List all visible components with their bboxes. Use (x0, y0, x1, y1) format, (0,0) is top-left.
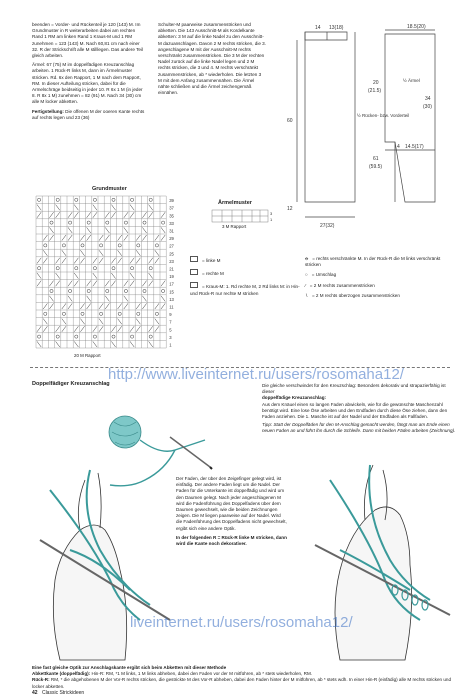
chart-mark-zusammen (37, 281, 41, 287)
chart-mark-zusammen (161, 281, 165, 287)
chart-mark-umschlag (137, 244, 140, 247)
chart-mark-zusammen (49, 235, 53, 241)
paragraph-aermel: Ärmel: 67 (75) M im doppelfädigen Kreuzanschlag arbeiten. 1 Rück-R links M, dann im Ärmelmuster stricken. Rd. 6x den Rapport, 1 M nach dem Rapport, RM. In dieser Aufteilung stricken, dabei für die Armelschräge beidseitig in jeder 10. R 6x 1 M (in jeder 8. R 8x 1 M) zunehmen = 82 (91) M. Nach 34 (30) cm alle M locker abketten. (32, 62, 143, 105)
legend-item-verschraenkt (305, 256, 455, 268)
chart-mark-umschlag (106, 289, 109, 292)
dim-12: 12 (287, 206, 293, 212)
chart-mark-umschlag (100, 244, 103, 247)
chart-mark-umschlag (112, 267, 115, 270)
chart-mark-umschlag (100, 312, 103, 315)
chart-mark-ueberzogen (161, 296, 165, 302)
dim-width: 27(32) (320, 223, 335, 229)
chart-mark-ueberzogen (37, 341, 41, 347)
chart-mark-zusammen (130, 281, 134, 287)
chart-mark-zusammen (93, 281, 97, 287)
chart-mark-umschlag (93, 335, 96, 338)
chart-mark-ueberzogen (130, 341, 134, 347)
footer-line-1-label: Abkettkante (doppelfädig): (32, 671, 91, 677)
legend-text-verschraenkt: = rechts verschränkte M. In der Rück-R die M links verschränkt stricken (305, 256, 441, 268)
chart-mark-zusammen (87, 303, 91, 309)
chart-mark-zusammen (49, 212, 53, 218)
chart-mark-ueberzogen (62, 250, 66, 256)
grundmuster-row-number: 13 (169, 296, 174, 302)
grundmuster-row-number: 17 (169, 281, 174, 287)
grundmuster-row-number: 21 (169, 266, 174, 272)
chart-mark-umschlag (93, 198, 96, 201)
grundmuster-chart (32, 194, 182, 359)
dim-top-left: 14 (315, 25, 321, 31)
dim-4: 4 (397, 144, 400, 150)
grundmuster-row-number: 23 (169, 258, 174, 264)
chart-mark-umschlag (124, 221, 127, 224)
kreuzanschlag-intro: Die gleiche verschwindet für den Kreuzschlag: Besonders dekorativ und strapazierfähig ist dieser (262, 383, 446, 395)
chart-mark-zusammen (80, 326, 84, 332)
chart-mark-umschlag (87, 221, 90, 224)
chart-mark-zusammen (37, 326, 41, 332)
dim-145: 14.5(17) (405, 144, 424, 150)
chart-mark-zusammen (136, 258, 140, 264)
chart-mark-ueberzogen (87, 296, 91, 302)
chart-mark-zusammen (118, 235, 122, 241)
chart-mark-zusammen (99, 235, 103, 241)
chart-mark-ueberzogen (149, 341, 153, 347)
chart-mark-ueberzogen (111, 273, 115, 279)
chart-mark-zusammen (155, 258, 159, 264)
legend-item-zusammen (305, 283, 455, 289)
chart-mark-zusammen (118, 303, 122, 309)
chart-mark-zusammen (93, 326, 97, 332)
chart-mark-ueberzogen (105, 296, 109, 302)
legend-item-kraus (190, 282, 300, 296)
chart-mark-umschlag (93, 267, 96, 270)
chart-mark-umschlag (38, 267, 41, 270)
chart-mark-umschlag (38, 198, 41, 201)
grundmuster-row-number: 7 (169, 319, 172, 325)
chart-mark-ueberzogen (136, 250, 140, 256)
chart-mark-umschlag (56, 335, 59, 338)
chart-mark-zusammen (149, 212, 153, 218)
chart-mark-umschlag (75, 335, 78, 338)
chart-mark-ueberzogen (37, 273, 41, 279)
chart-mark-zusammen (49, 303, 53, 309)
illustration-hand-left (30, 450, 180, 670)
chart-mark-zusammen (111, 326, 115, 332)
chart-mark-zusammen (105, 235, 109, 241)
chart-mark-ueberzogen (74, 205, 78, 211)
chart-mark-ueberzogen (99, 319, 103, 325)
chart-mark-ueberzogen (130, 205, 134, 211)
chart-mark-ueberzogen (37, 205, 41, 211)
chart-mark-umschlag (137, 312, 140, 315)
kreuzanschlag-middle-body: Der Faden, der über den Zeigefinger gelegt wird, ist einfädig. Der andere Faden liegt um die Nadel. Der Faden für die Unterkante ist doppelfädig und wird um den Daumen gelegt. Nach jeder angeschlagenen M wird die Fadenführung des Doppelfadens über dem Daumen gewechselt, wie die beiden Zeichnungen zeigen. Die M liegen paarweise auf der Nadel. Wird die Fadenführung des Doppelfadens nicht gewechselt, ergibt sich eine andere Optik. (176, 476, 287, 531)
paragraph-fertigstellung (32, 109, 146, 121)
legend-item-ueberzogen (305, 293, 455, 299)
symbol-kraus-icon (190, 282, 198, 288)
chart-mark-umschlag (131, 335, 134, 338)
chart-mark-ueberzogen (43, 319, 47, 325)
chart-mark-umschlag (44, 244, 47, 247)
grundmuster-row-number: 19 (169, 274, 174, 280)
chart-mark-umschlag (149, 335, 152, 338)
chart-mark-ueberzogen (149, 205, 153, 211)
chart-mark-zusammen (62, 303, 66, 309)
legend-text-zusammen: = 2 M rechts zusammenstricken (309, 282, 375, 288)
dim-595: (59.5) (369, 164, 383, 170)
chart-mark-ueberzogen (80, 250, 84, 256)
chart-mark-umschlag (69, 289, 72, 292)
kreuzanschlag-right-text (262, 383, 458, 435)
grundmuster-row-number: 11 (169, 304, 174, 310)
chart-mark-umschlag (106, 221, 109, 224)
chart-mark-zusammen (87, 212, 91, 218)
chart-mark-umschlag (50, 221, 53, 224)
chart-mark-ueberzogen (56, 273, 60, 279)
chart-mark-umschlag (112, 198, 115, 201)
legend-text-ueberzogen: = 2 M rechts überzogen zusammenstricken (311, 292, 400, 298)
chart-mark-zusammen (130, 258, 134, 264)
chart-mark-zusammen (161, 212, 165, 218)
aermelmuster-rapport: 3 M Rapport (222, 224, 247, 229)
chart-mark-umschlag (38, 335, 41, 338)
label-aermel: ½ Ärmel (403, 78, 420, 83)
chart-mark-zusammen (124, 212, 128, 218)
chart-mark-zusammen (80, 235, 84, 241)
chart-mark-umschlag (118, 312, 121, 315)
grundmuster-row-number: 29 (169, 236, 174, 242)
grundmuster-row-number: 25 (169, 251, 174, 257)
chart-mark-zusammen (155, 326, 159, 332)
chart-mark-ueberzogen (142, 227, 146, 233)
aermelmuster-title: Ärmelmuster (218, 200, 252, 206)
chart-mark-zusammen (43, 235, 47, 241)
legend-text-umschlag: = Umschlag (311, 272, 337, 278)
magazine-name: Classic Strickideen (41, 690, 85, 696)
chart-mark-ueberzogen (87, 227, 91, 233)
footer-block (32, 665, 452, 690)
chart-mark-ueberzogen (43, 250, 47, 256)
chart-mark-umschlag (50, 289, 53, 292)
chart-mark-umschlag (69, 221, 72, 224)
dim-20: 20 (373, 80, 379, 86)
chart-mark-zusammen (68, 281, 72, 287)
chart-mark-ueberzogen (118, 319, 122, 325)
chart-mark-umschlag (149, 267, 152, 270)
chart-mark-ueberzogen (56, 341, 60, 347)
chart-mark-zusammen (74, 326, 78, 332)
chart-mark-umschlag (131, 198, 134, 201)
chart-mark-umschlag (162, 221, 165, 224)
illustration-hand-right (300, 450, 455, 670)
chart-mark-zusammen (62, 326, 66, 332)
chart-mark-zusammen (136, 326, 140, 332)
chart-mark-zusammen (118, 258, 122, 264)
chart-mark-zusammen (149, 258, 153, 264)
grundmuster-rapport: 20 M Rapport (74, 353, 101, 358)
chart-mark-zusammen (111, 212, 115, 218)
garment-schematic (285, 22, 450, 237)
chart-mark-zusammen (56, 281, 60, 287)
label-rueckenteil: ½ Rücken- bzw. Vorderteil (357, 113, 410, 118)
grundmuster-row-number: 33 (169, 220, 174, 226)
chart-mark-zusammen (111, 281, 115, 287)
chart-mark-umschlag (62, 312, 65, 315)
chart-mark-zusammen (99, 303, 103, 309)
footer-line-2-label: Rück-R: (32, 677, 50, 683)
chart-mark-zusammen (43, 326, 47, 332)
grundmuster-row-number: 15 (169, 289, 174, 295)
legend-left (190, 256, 300, 297)
chart-mark-umschlag (56, 198, 59, 201)
symbol-rechte-icon (190, 269, 198, 275)
kreuzanschlag-tipp: Tipp: Statt der Doppelfäden für den M-Anschlag gemacht werden, fängt man am Ende einen neuen Faden an und führt ihn durch die Schleife. Dann mit beiden Fäden arbeiten (Zeichnung). (262, 422, 456, 434)
footer-line-2 (32, 677, 452, 689)
text-column-2 (158, 22, 266, 99)
kreuzanschlag-body: Aus dem Knäuel einen so langen Faden abwickeln, wie für die gewünschte Maschenzahl benötigt wird. Eine lose Öse arbeiten und den Endfaden durch diese Öse ziehen, dann den Faden anziehen. Die 1. Masche ist auf der Nadel und der Endfaden als Fallfaden. (262, 401, 448, 420)
chart-mark-ueberzogen (161, 227, 165, 233)
chart-mark-ueberzogen (105, 227, 109, 233)
chart-mark-zusammen (136, 235, 140, 241)
chart-mark-zusammen (130, 326, 134, 332)
grundmuster-title: Grundmuster (92, 186, 127, 192)
chart-mark-ueberzogen (99, 250, 103, 256)
chart-mark-zusammen (62, 235, 66, 241)
legend-item-linke (190, 256, 300, 264)
chart-mark-ueberzogen (93, 205, 97, 211)
chart-mark-umschlag (75, 198, 78, 201)
footer-line-2-text: RM, * die abgehobenen M der Vor-R rechts stricken, die gestrickte M des Vor-R abheben, dabei den Faden hinter der M mitführen, ab * stets wdh. In einer Hin-R (einfädig) alle M rechts stricken und locker abketten. (32, 677, 452, 689)
chart-mark-ueberzogen (118, 250, 122, 256)
chart-mark-umschlag (155, 244, 158, 247)
chart-mark-ueberzogen (56, 205, 60, 211)
text-column-1 (32, 22, 146, 124)
chart-mark-zusammen (155, 303, 159, 309)
chart-mark-zusammen (161, 303, 165, 309)
dim-215: (21.5) (368, 88, 382, 94)
chart-mark-zusammen (87, 281, 91, 287)
chart-mark-umschlag (56, 267, 59, 270)
chart-mark-ueberzogen (155, 319, 159, 325)
dim-34: 34 (425, 96, 431, 102)
chart-mark-ueberzogen (93, 341, 97, 347)
grundmuster-row-number: 27 (169, 243, 174, 249)
fertigstellung-heading: Fertigstellung: (32, 108, 64, 114)
chart-mark-ueberzogen (124, 227, 128, 233)
chart-mark-zusammen (93, 212, 97, 218)
chart-mark-zusammen (161, 235, 165, 241)
chart-mark-zusammen (74, 212, 78, 218)
chart-mark-ueberzogen (74, 273, 78, 279)
chart-mark-zusammen (136, 303, 140, 309)
legend-right (305, 256, 455, 299)
page-footer (32, 690, 84, 696)
dim-61: 61 (373, 156, 379, 162)
grundmuster-row-number: 9 (169, 312, 172, 318)
chart-mark-zusammen (80, 303, 84, 309)
dim-top-right: 18.5(20) (407, 24, 426, 30)
dim-top-mid: 13(18) (329, 25, 344, 31)
chart-mark-umschlag (44, 312, 47, 315)
chart-mark-ueberzogen (136, 319, 140, 325)
kreuzanschlag-subheading: doppelfädige Kreuzanschlag: (262, 395, 327, 401)
chart-mark-umschlag (62, 244, 65, 247)
chart-mark-ueberzogen (68, 296, 72, 302)
grundmuster-row-number: 35 (169, 213, 174, 219)
chart-mark-zusammen (105, 303, 109, 309)
chart-mark-zusammen (118, 326, 122, 332)
watermark-bottom: liveinternet.ru/users/rosomaha12/ (130, 614, 353, 631)
paragraph-kordelkante: Schulter-M paarweise zusammenstricken und abketten. Die 143 Ausschnitt-M als Kordelkante abketten: 3 M auf die linke Nadel zu den Ausschnitt-M dazuanschlagen. Davon 2 M rechts stricken, die 3. angeschlagene M mit der Ausschnitt-M rechts verschränkt zusammenstricken. Die 3 M der rechten Nadel zurück auf die linke Nadel legen und 2 M rechts stricken, die 3 und 4. M rechts verschränkt zusammenstricken, ab * wiederholen. Die letzten 3 M mit dem Anfang zusammennähen. Die Ärmel nähte schließen und die Ärmel zeichengemäß einnähen. (158, 22, 267, 96)
chart-mark-ueberzogen (74, 341, 78, 347)
dim-30: (30) (423, 104, 432, 110)
chart-mark-umschlag (143, 221, 146, 224)
symbol-umschlag-icon: ○ (305, 272, 308, 278)
chart-mark-ueberzogen (62, 319, 66, 325)
chart-mark-ueberzogen (80, 319, 84, 325)
chart-mark-zusammen (105, 212, 109, 218)
aermel-row-1: 1 (270, 217, 273, 222)
chart-mark-zusammen (111, 258, 115, 264)
chart-mark-ueberzogen (93, 273, 97, 279)
chart-mark-zusammen (49, 281, 53, 287)
chart-mark-ueberzogen (142, 296, 146, 302)
chart-mark-zusammen (142, 281, 146, 287)
kreuzanschlag-middle-bold: In der folgenden R = Rück-R linke M stricken, dann wird die Kante noch dekorativer. (176, 534, 287, 547)
watermark-top: http://www.liveinternet.ru/users/rosomaha12/ (108, 366, 404, 383)
chart-mark-umschlag (143, 289, 146, 292)
chart-mark-zusammen (149, 281, 153, 287)
page-number: 42 (32, 690, 38, 696)
chart-mark-zusammen (124, 281, 128, 287)
legend-item-umschlag (305, 272, 455, 278)
chart-mark-ueberzogen (49, 296, 53, 302)
chart-mark-umschlag (149, 198, 152, 201)
chart-mark-umschlag (81, 244, 84, 247)
chart-mark-zusammen (56, 258, 60, 264)
paragraph-body-intro: beenden = Vorder- und Rückenteil je 120 (143) M. Im Grundmuster in R weiterarbeiten dabei am rechten Rand 1 RM am linken Rand 1 Kraus-M und 1 RM zunehmen = 123 (143) M. Nach 60,81 cm nach einer 32. R der Strickschrift alle M stilllegen. Das andere Teil gleich arbeiten. (32, 22, 143, 59)
chart-mark-zusammen (68, 303, 72, 309)
chart-mark-ueberzogen (111, 205, 115, 211)
chart-mark-zusammen (62, 258, 66, 264)
fertigstellung-text: Die offenen M der ooeren Kante rechts auf rechts legen und 23 (36) (32, 108, 145, 120)
chart-mark-umschlag (81, 312, 84, 315)
footer-line-1-text: Hin-R: RM, *1 M links, 1 M links abheben, dabei den Faden vor der M mitführen, ab * stets wiederholen, RM. (90, 671, 313, 677)
chart-mark-zusammen (37, 258, 41, 264)
symbol-verschraenkt-icon: ꝋ (305, 256, 309, 261)
chart-mark-zusammen (87, 235, 91, 241)
chart-mark-umschlag (162, 289, 165, 292)
chart-mark-zusammen (130, 212, 134, 218)
chart-mark-umschlag (75, 267, 78, 270)
chart-mark-zusammen (56, 212, 60, 218)
chart-mark-zusammen (37, 212, 41, 218)
chart-mark-umschlag (155, 312, 158, 315)
footer-heading: Eine fast gleiche Optik zur Anschlagskante ergibt sich beim Abketten mit dieser Methode (32, 665, 227, 670)
legend-text-linke: = linke M (202, 258, 221, 263)
chart-mark-zusammen (142, 235, 146, 241)
symbol-zusammen-icon: ⁄ (305, 282, 306, 288)
chart-mark-zusammen (155, 235, 159, 241)
legend-item-rechte (190, 269, 300, 277)
grundmuster-row-number: 37 (169, 205, 174, 211)
chart-mark-zusammen (56, 326, 60, 332)
legend-text-kraus: = Kraus-M: 1. Rd rechte M, 2 Rd links M: in Hin- und Rück-R nur rechte M stricken (190, 284, 300, 296)
chart-mark-zusammen (142, 212, 146, 218)
grundmuster-row-number: 1 (169, 342, 172, 348)
kreuzanschlag-heading: Doppelfädiger Kreuzanschlag (32, 381, 110, 387)
chart-mark-zusammen (68, 235, 72, 241)
symbol-linke-icon (190, 256, 198, 262)
grundmuster-row-number: 5 (169, 327, 172, 333)
chart-mark-umschlag (87, 289, 90, 292)
grundmuster-row-number: 39 (169, 198, 174, 204)
chart-mark-ueberzogen (124, 296, 128, 302)
chart-mark-ueberzogen (68, 227, 72, 233)
chart-mark-zusammen (68, 212, 72, 218)
grundmuster-row-number: 31 (169, 228, 174, 234)
chart-mark-umschlag (124, 289, 127, 292)
chart-mark-zusammen (149, 326, 153, 332)
chart-mark-zusammen (99, 326, 103, 332)
chart-mark-umschlag (112, 335, 115, 338)
dim-60: 60 (287, 118, 293, 124)
chart-mark-ueberzogen (130, 273, 134, 279)
chart-mark-zusammen (43, 303, 47, 309)
chart-mark-ueberzogen (155, 250, 159, 256)
chart-mark-zusammen (124, 303, 128, 309)
chart-mark-ueberzogen (149, 273, 153, 279)
chart-mark-zusammen (80, 258, 84, 264)
chart-mark-zusammen (74, 258, 78, 264)
chart-mark-umschlag (131, 267, 134, 270)
chart-mark-zusammen (43, 258, 47, 264)
chart-mark-ueberzogen (111, 341, 115, 347)
chart-mark-ueberzogen (49, 227, 53, 233)
chart-mark-umschlag (118, 244, 121, 247)
grundmuster-row-number: 3 (169, 334, 172, 340)
chart-mark-zusammen (99, 258, 103, 264)
chart-mark-zusammen (93, 258, 97, 264)
legend-text-rechte: = rechte M (202, 271, 224, 277)
chart-mark-zusammen (124, 235, 128, 241)
kreuzanschlag-middle-text (176, 476, 288, 547)
symbol-ueberzogen-icon: ∖ (305, 292, 308, 298)
aermel-row-3: 3 (270, 211, 273, 216)
chart-mark-zusammen (105, 281, 109, 287)
chart-mark-zusammen (74, 281, 78, 287)
chart-mark-zusammen (142, 303, 146, 309)
